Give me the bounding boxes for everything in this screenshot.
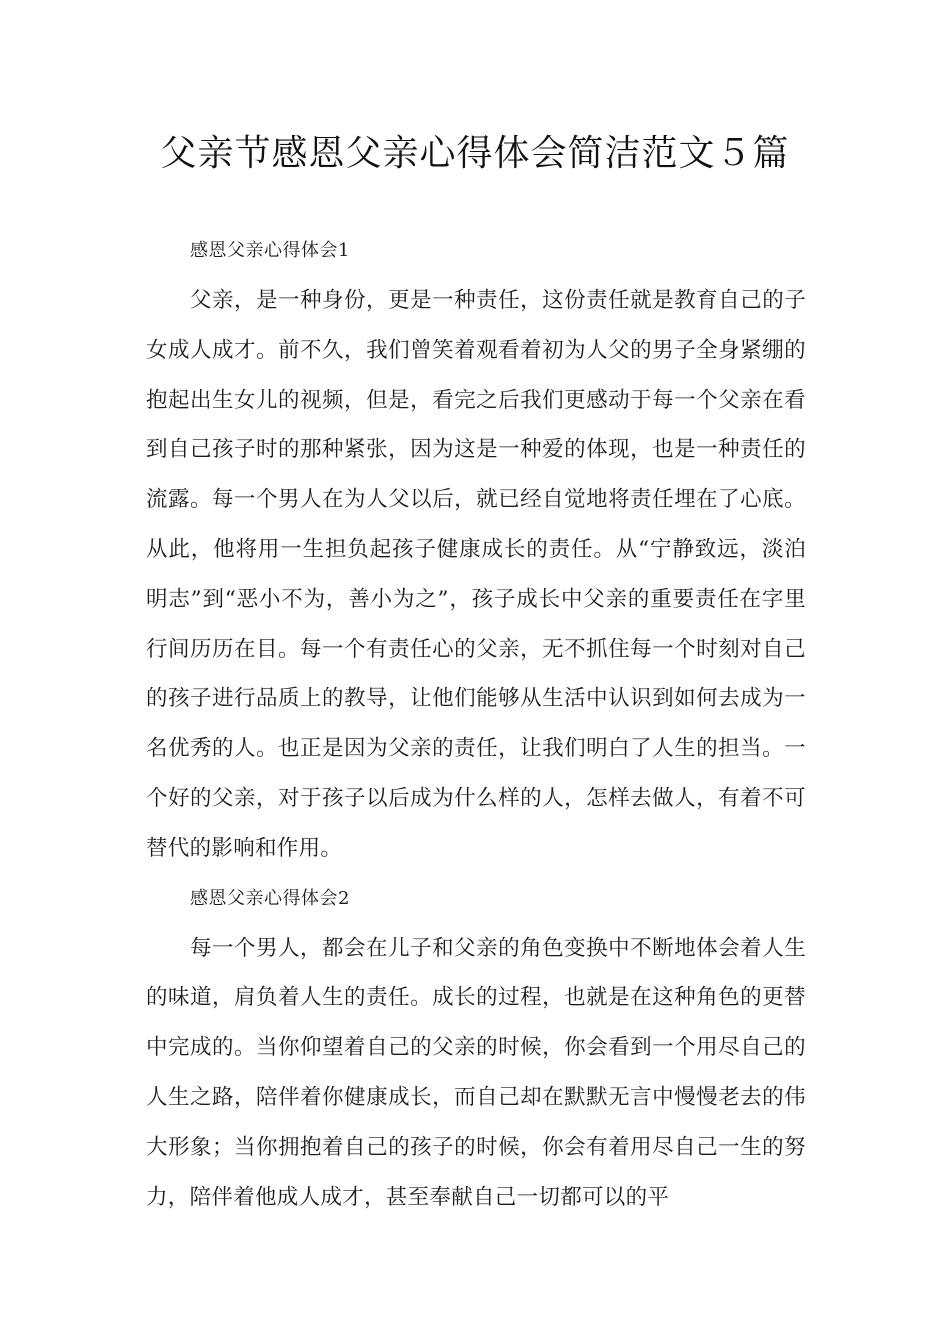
section-paragraph-2: 每一个男人，都会在儿子和父亲的角色变换中不断地体会着人生的味道，肩负着人生的责任。成长的过程，也就是在这种角色的更替中完成的。当你仰望着自己的父亲的时候，你会看到一个用尽自己的人生之路，陪伴着你健康成长，而自己却在默默无言中慢慢老去的伟大形象；当你拥抱着自己的孩子的时候，你会有着用尽自己一生的努力，陪伴着他成人成才，甚至奉献自己一切都可以的平	[146, 935, 806, 1210]
section-heading-1: 感恩父亲心得体会1	[190, 240, 350, 261]
document-body	[146, 226, 806, 1222]
document-title: 父亲节感恩父亲心得体会简洁范文５篇	[160, 133, 790, 174]
section-paragraph-1: 父亲，是一种身份，更是一种责任，这份责任就是教育自己的子女成人成才。前不久，我们曾笑着观看着初为人父的男子全身紧绷的抱起出生女儿的视频，但是，看完之后我们更感动于每一个父亲在看到自己孩子时的那种紧张，因为这是一种爱的体现，也是一种责任的流露。每一个男人在为人父以后，就已经自觉地将责任埋在了心底。从此，他将用一生担负起孩子健康成长的责任。从“宁静致远，淡泊明志”到“恶小不为，善小为之”，孩子成长中父亲的重要责任在字里行间历历在目。每一个有责任心的父亲，无不抓住每一个时刻对自己的孩子进行品质上的教导，让他们能够从生活中认识到如何去成为一名优秀的人。也正是因为父亲的责任，让我们明白了人生的担当。一个好的父亲，对于孩子以后成为什么样的人，怎样去做人，有着不可替代的影响和作用。	[146, 288, 806, 861]
section-heading-2: 感恩父亲心得体会2	[190, 887, 350, 909]
